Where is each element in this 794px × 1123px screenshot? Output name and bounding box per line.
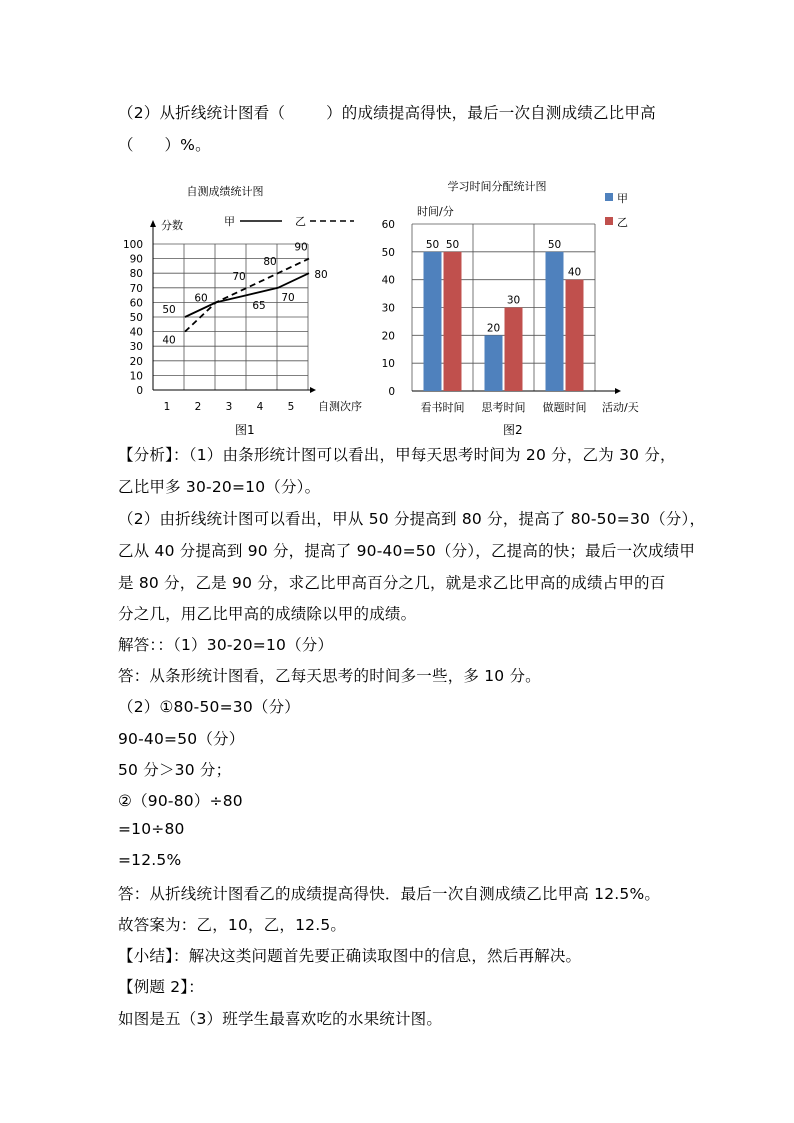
y-tick-label: 100 [122,239,143,251]
legend-swatch-jia [605,193,613,201]
bar-jia [424,252,442,391]
y-tick-label: 40 [381,274,395,287]
y-axis-label: 分数 [161,219,183,232]
data-label-jia: 60 [194,292,208,305]
analysis-line: （2）由折线统计图可以看出，甲从 50 分提高到 80 分，提高了 80-50=30（分）， [118,510,706,528]
x-tick-label: 4 [256,401,264,413]
data-label-yi: 40 [162,334,176,347]
x-axis-arrow [615,388,621,394]
y-tick-label: 80 [129,268,143,281]
y-tick-label: 70 [129,282,143,295]
data-label-jia: 65 [252,300,266,313]
analysis-line: 【例题 2】： [118,978,204,996]
bar-yi [444,252,462,391]
x-tick-label: 3 [225,401,233,413]
y-tick-label: 30 [381,302,395,315]
analysis-line: 【小结】：解决这类问题首先要正确读取图中的信息，然后再解决。 [118,947,582,965]
bar-jia [485,335,503,391]
chart-title: 学习时间分配统计图 [447,180,547,193]
data-label-yi: 90 [294,241,308,254]
analysis-line: 解答：：（1）30-20=10（分） [118,636,334,654]
legend-label-yi: 乙 [295,215,306,228]
bar-yi [505,308,523,392]
analysis-line: （2）①80-50=30（分） [118,698,301,716]
data-label-jia: 50 [162,304,176,316]
data-label-jia: 70 [281,291,295,304]
chart-title: 自测成绩统计图 [186,185,264,198]
line-chart [110,175,380,415]
y-tick-label: 90 [129,253,143,266]
analysis-line: 乙从 40 分提高到 90 分，提高了 90-40=50（分），乙提高的快；最后一次成绩甲 [118,542,696,560]
y-tick-label: 0 [388,386,395,398]
y-axis-label: 时间/分 [417,205,454,218]
y-tick-label: 10 [381,358,395,371]
analysis-line: =10÷80 [118,820,185,838]
figure1-caption: 图1 [235,423,255,437]
question-line-1: （2）从折线统计图看（ ）的成绩提高得快，最后一次自测成绩乙比甲高 [118,104,656,122]
x-axis-arrow [310,387,316,393]
figure2-caption: 图2 [503,423,523,437]
legend-label-jia: 甲 [224,215,235,228]
data-label-yi: 80 [263,256,277,269]
analysis-line: ②（90-80）÷80 [118,792,243,810]
legend-label-jia: 甲 [617,192,628,205]
y-tick-label: 60 [381,219,395,231]
analysis-line: 分之几，用乙比甲高的成绩除以甲的成绩。 [118,605,417,623]
y-tick-label: 30 [129,341,143,354]
analysis-line: 50 分＞30 分； [118,761,232,779]
x-tick-label: 看书时间 [420,401,465,414]
x-tick-label: 2 [194,401,202,413]
x-axis-label: 活动/天 [602,401,639,414]
y-tick-label: 50 [381,246,395,259]
analysis-line: 乙比甲多 30-20=10（分）。 [118,478,321,496]
analysis-line: 【分析】：（1）由条形统计图可以看出，甲每天思考时间为 20 分，乙为 30 分， [118,446,676,464]
analysis-line: 90-40=50（分） [118,730,245,748]
y-axis-arrow [150,220,156,227]
analysis-line: 是 80 分，乙是 90 分，求乙比甲高百分之几，就是求乙比甲高的成绩占甲的百 [118,574,666,592]
y-tick-label: 20 [129,355,143,368]
y-tick-label: 60 [129,297,143,310]
data-label-yi: 70 [232,270,246,283]
y-tick-label: 40 [129,326,143,339]
bar-yi [566,280,584,391]
y-tick-label: 10 [129,370,143,383]
analysis-line: 答：从折线统计图看乙的成绩提高得快．最后一次自测成绩乙比甲高 12.5%。 [118,885,661,903]
legend-swatch-yi [605,217,613,225]
data-label-yi: 40 [567,266,582,279]
x-tick-label: 做题时间 [542,401,587,414]
data-label-jia: 50 [425,238,440,251]
data-label-yi: 50 [445,238,460,251]
x-tick-label: 1 [163,401,171,413]
analysis-line: 答：从条形统计图看，乙每天思考的时间多一些，多 10 分。 [118,667,541,685]
x-axis-label: 自测次序 [318,400,362,413]
y-tick-label: 50 [129,312,143,324]
x-tick-label: 思考时间 [481,401,526,414]
x-tick-label: 5 [287,401,295,413]
y-tick-label: 0 [136,385,143,397]
bar-jia [546,252,564,391]
data-label-jia: 80 [314,269,328,282]
question-line-2: （ ）%。 [118,136,211,154]
analysis-line: 故答案为：乙，10，乙，12.5。 [118,916,347,934]
data-label-yi: 30 [506,294,521,307]
y-tick-label: 20 [381,330,395,343]
analysis-line: =12.5% [118,851,182,869]
data-label-jia: 50 [547,238,562,251]
bar-chart [375,175,665,420]
legend-label-yi: 乙 [617,216,628,229]
data-label-jia: 20 [486,322,501,335]
analysis-line: 如图是五（3）班学生最喜欢吃的水果统计图。 [118,1010,443,1028]
